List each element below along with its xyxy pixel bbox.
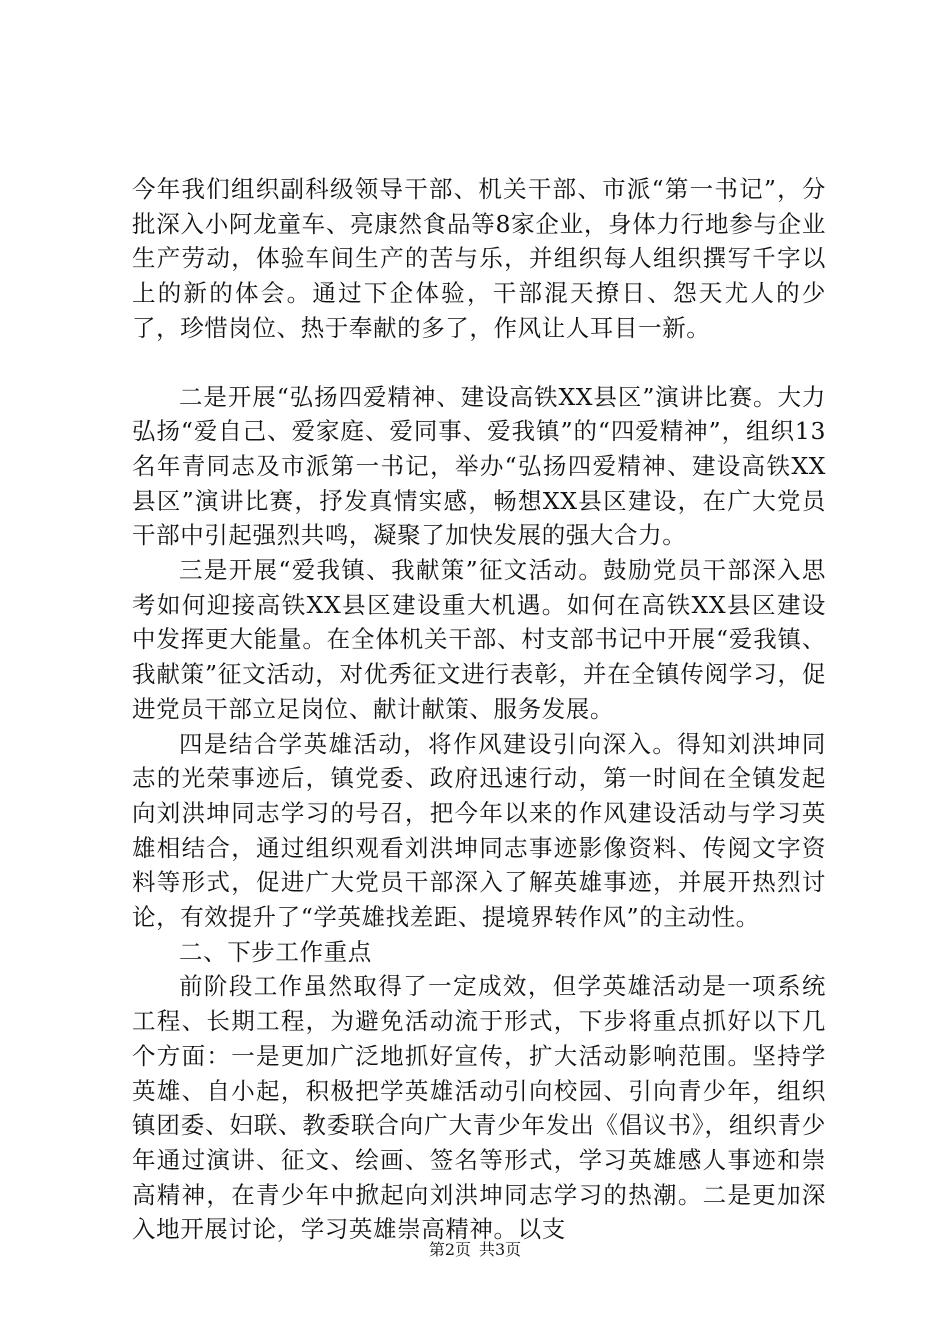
paragraph-next-steps: 前阶段工作虽然取得了一定成效，但学英雄活动是一项系统工程、长期工程，为避免活动流于形式，下步将重点抓好以下几个方面：一是更加广泛地抓好宣传，扩大活动影响范围。坚持学英雄、自小起，积极把学英雄活动引向校园、引向青少年，组织镇团委、妇联、教委联合向广大青少年发出《倡议书》，组织青少年通过演讲、征文、绘画、签名等形式，学习英雄感人事迹和崇高精神，在青少年中掀起向刘洪坤同志学习的热潮。二是更加深入地开展讨论，学习英雄崇高精神。以支 [132,972,826,1244]
paragraph-essay-activity: 三是开展“爱我镇、我献策”征文活动。鼓励党员干部深入思考如何迎接高铁XX县区建设重大机遇。如何在高铁XX县区建设中发挥更大能量。在全体机关干部、村支部书记中开展“爱我镇、我献策”征文活动，对优秀征文进行表彰，并在全镇传阅学习，促进党员干部立足岗位、献计献策、服务发展。 [132,556,826,723]
paragraph-speech-contest: 二是开展“弘扬四爱精神、建设高铁XX县区”演讲比赛。大力弘扬“爱自己、爱家庭、爱同事、爱我镇”的“四爱精神”，组织13名年青同志及市派第一书记，举办“弘扬四爱精神、建设高铁XX县区”演讲比赛，抒发真情实感，畅想XX县区建设，在广大党员干部中引起强烈共鸣，凝聚了加快发展的强大合力。 [132,382,826,550]
document-body [132,172,826,1247]
page-total: 共3页 [479,1240,522,1259]
page-footer [0,1240,950,1260]
paragraph-continuation: 今年我们组织副科级领导干部、机关干部、市派“第一书记”，分批深入小阿龙童车、亮康然食品等8家企业，身体力行地参与企业生产劳动，体验车间生产的苦与乐，并组织每人组织撰写千字以上的新的体会。通过下企体验，干部混天撩日、怨天尤人的少了，珍惜岗位、热于奉献的多了，作风让人耳目一新。 [132,175,826,342]
paragraph-spacer [132,346,826,380]
page-number: 第2页 [428,1240,471,1259]
paragraph-hero-learning: 四是结合学英雄活动，将作风建设引向深入。得知刘洪坤同志的光荣事迹后，镇党委、政府迅速行动，第一时间在全镇发起向刘洪坤同志学习的号召，把今年以来的作风建设活动与学习英雄相结合，通过组织观看刘洪坤同志事迹影像资料、传阅文字资料等形式，促进广大党员干部深入了解英雄事迹，并展开热烈讨论，有效提升了“学英雄找差距、提境界转作风”的主动性。 [132,729,826,932]
section-heading-next-steps: 二、下步工作重点 [179,937,372,966]
